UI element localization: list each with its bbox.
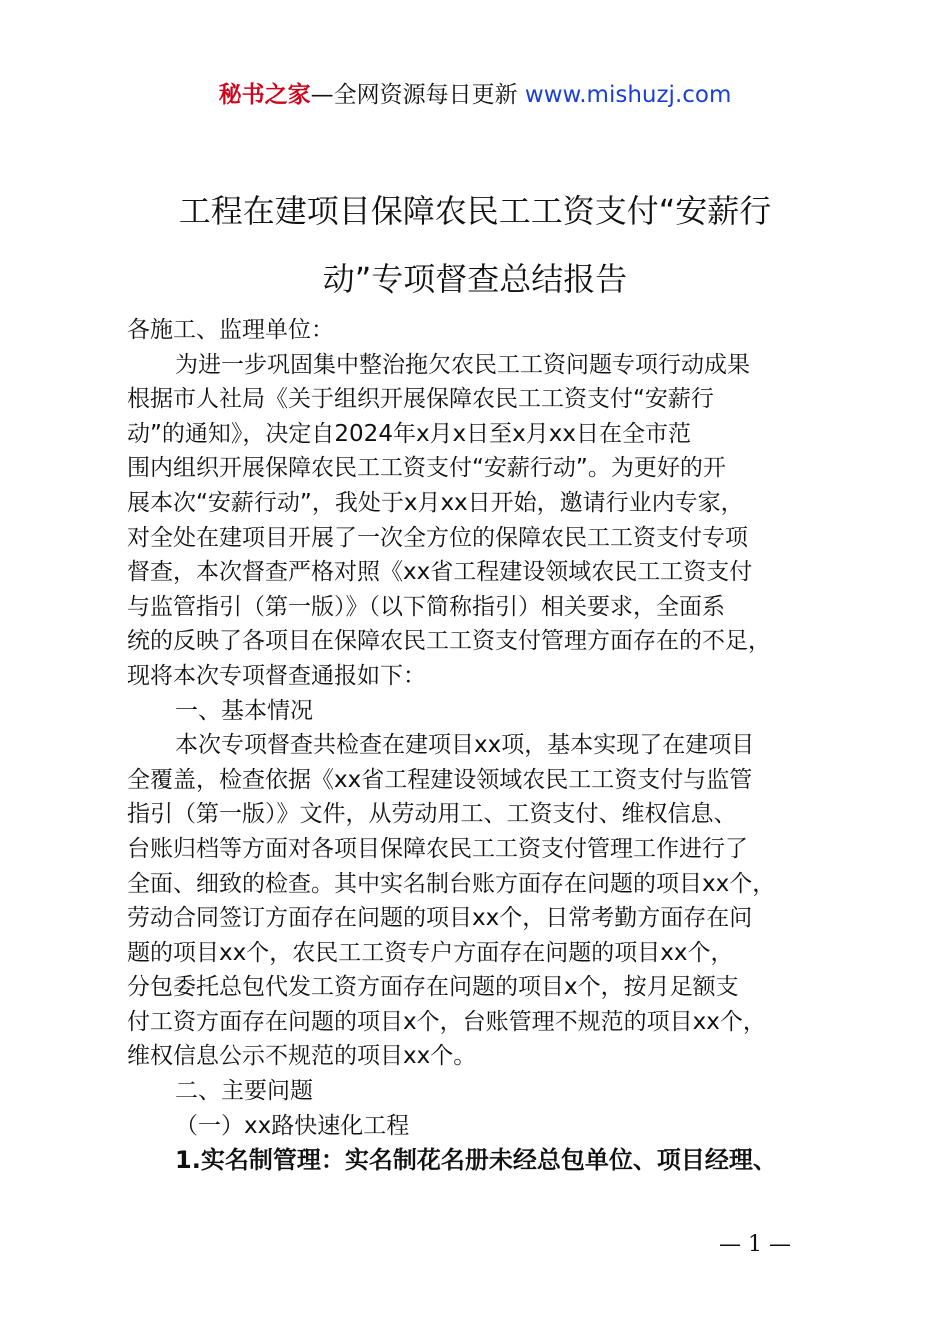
site-tagline: —全网资源每日更新 <box>310 82 518 108</box>
paragraph-1-line: 展本次“安薪行动”，我处于x月xx日开始，邀请行业内专家， <box>127 489 744 516</box>
paragraph-2-line: 台账归档等方面对各项目保障农民工工资支付管理工作进行了 <box>127 835 748 862</box>
paragraph-2-line: 维权信息公示不规范的项目xx个。 <box>127 1043 477 1070</box>
paragraph-1-line: 为进一步巩固集中整治拖欠农民工工资问题专项行动成果 <box>175 351 750 378</box>
site-brand: 秘书之家 <box>218 82 311 108</box>
paragraph-2-line: 指引（第一版）》文件，从劳动用工、工资支付、维权信息、 <box>127 801 737 828</box>
paragraph-1-line: 督查，本次督查严格对照《xx省工程建设领域农民工工资支付 <box>127 559 753 586</box>
paragraph-1-line: 现将本次专项督查通报如下： <box>127 662 426 689</box>
page-number: — 1 — <box>719 1232 791 1257</box>
site-url[interactable]: www.mishuzj.com <box>524 82 732 108</box>
subsection-heading: （一）xx路快速化工程 <box>175 1112 410 1139</box>
item-heading: 1.实名制管理：实名制花名册未经总包单位、项目经理、 <box>175 1146 777 1175</box>
paragraph-1-line: 根据市人社局《关于组织开展保障农民工工资支付“安薪行 <box>127 386 714 413</box>
site-header <box>0 78 950 112</box>
section-heading-problems: 二、主要问题 <box>175 1078 313 1105</box>
section-heading-basic: 一、基本情况 <box>175 697 313 724</box>
document-body <box>127 313 857 1178</box>
paragraph-2-line: 付工资方面存在问题的项目x个，台账管理不规范的项目xx个， <box>127 1008 766 1035</box>
paragraph-1-line: 围内组织开展保障农民工工资支付“安薪行动”。为更好的开 <box>127 455 726 482</box>
document-title-line-1: 工程在建项目保障农民工工资支付“安薪行 <box>178 192 772 230</box>
paragraph-2-line: 全覆盖，检查依据《xx省工程建设领域农民工工资支付与监管 <box>127 766 753 793</box>
paragraph-2-line: 题的项目xx个，农民工工资专户方面存在问题的项目xx个， <box>127 939 734 966</box>
paragraph-1-line: 对全处在建项目开展了一次全方位的保障农民工工资支付专项 <box>127 524 748 551</box>
paragraph-1-line: 动”的通知》，决定自2024年x月x日至x月xx日在全市范 <box>127 420 692 447</box>
paragraph-1-line: 与监管指引（第一版）》（以下简称指引）相关要求，全面系 <box>127 593 725 620</box>
document-title-line-2: 动”专项督查总结报告 <box>322 260 628 298</box>
paragraph-1-line: 统的反映了各项目在保障农民工工资支付管理方面存在的不足， <box>127 628 771 655</box>
paragraph-2-line: 本次专项督查共检查在建项目xx项，基本实现了在建项目 <box>175 732 755 759</box>
paragraph-2-line: 全面、细致的检查。其中实名制台账方面存在问题的项目xx个， <box>127 870 776 897</box>
salutation: 各施工、监理单位： <box>127 317 334 343</box>
paragraph-2-line: 分包委托总包代发工资方面存在问题的项目x个，按月足额支 <box>127 974 739 1001</box>
paragraph-2-line: 劳动合同签订方面存在问题的项目xx个，日常考勤方面存在问 <box>127 905 753 932</box>
